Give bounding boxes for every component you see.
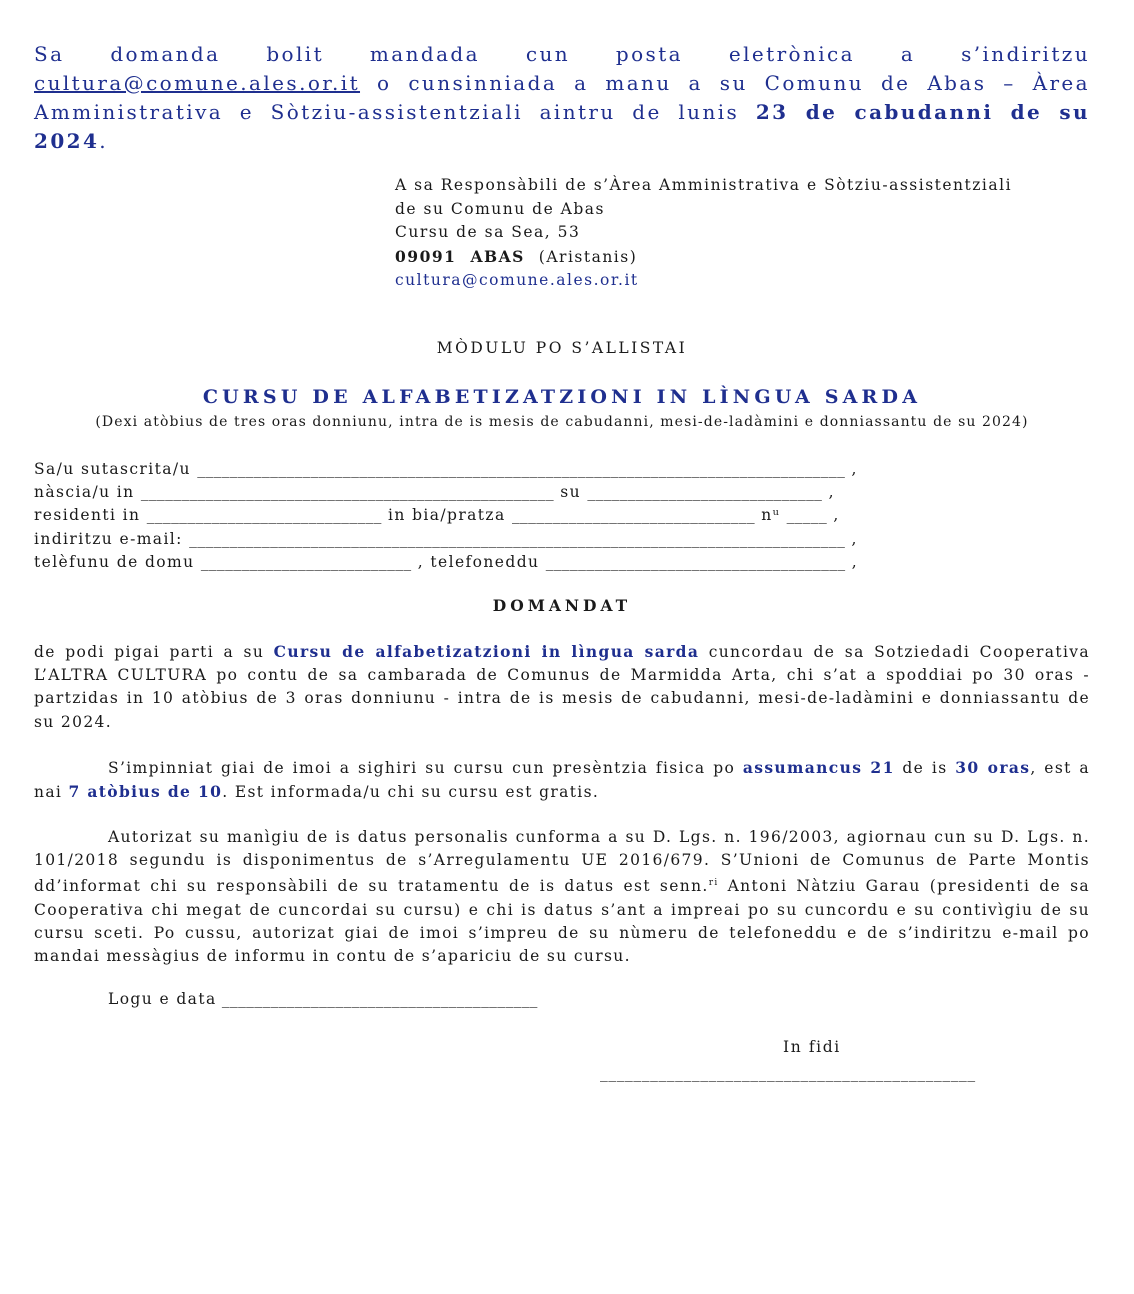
min-attendance: assumancus 21 [742,758,895,777]
intro-deadline: 23 de cabudanni de su 2024 [34,100,1090,153]
intro-text-after: o cunsinniada a manu a su Comunu de Abas – Àrea Amministrativa e Sòtziu-assistentziali aintru de lunis [34,71,1090,124]
recipient-email[interactable]: cultura@comune.ales.or.it [395,271,639,289]
recipient-city-line [395,245,1012,270]
request-paragraph [34,640,1090,734]
comma: , [845,460,858,478]
form-label: MÒDULU PO S’ALLISTAI [436,339,688,357]
text: de is [894,759,956,777]
intro-end: . [99,129,109,153]
privacy-paragraph [34,826,1090,968]
home-phone-blank[interactable]: __________________________ [200,552,412,571]
number-label: nᵘ [754,506,787,525]
field-row-name [34,458,1090,481]
home-phone-label: telèfunu de domu [34,552,195,571]
field-row-email [34,528,1090,551]
personal-data-fields [34,458,1090,574]
place-date-field [108,990,538,1008]
text: S’impinniat giai de imoi a sighiri su cursu cun presèntzia fisica po [108,759,743,777]
intro-text-before: Sa domanda bolit mandada cun posta eletrònica a s’indiritzu [34,42,1090,66]
text: Antoni Nàtziu Garau (presidenti de sa Cooperativa chi megat de cuncordai su cursu) e chi is datus s’ant a impreai po su cuncordu e su contivìgiu de su cursu sceti. Po cussu, autorizat giai de imoi s’impreu de su nùmeru de telefoneddu e de s’indiritzu e-mail po mandai messàgius de informu in contu de s’apariciu de su cursu. [34,877,1090,966]
mobile-label: , telefoneddu [411,552,546,571]
recipient-line-2: de su Comunu de Abas [395,199,605,218]
residence-label: residenti in [34,506,141,525]
number-blank[interactable]: _____ [786,506,828,525]
intro-email-link[interactable]: cultura@comune.ales.or.it [34,71,361,95]
signature-label: In fidi [783,1038,841,1056]
course-title: CURSU DE ALFABETIZATZIONI IN LÌNGUA SARDA [202,386,922,408]
comma: , [845,552,859,571]
name-blank[interactable]: ________________________________________________________________________________ [197,460,846,478]
text: Autorizat su manìgiu de is datus personalis cunforma a su D. Lgs. n. 196/2003, agiornau cun su D. Lgs. n. 101/2018 segundu is disponimentus de s’Arregulamentu UE 2016/679. S’Unioni de Comunus de Parte Montis dd’informat chi su responsàbili de su tratamentu de is datus est senn. [34,828,1090,896]
name-label: Sa/u sutascrita/u [34,460,191,478]
recipient-address [395,174,1012,293]
text: , est a nai [34,759,1090,802]
birthdate-blank[interactable]: _____________________________ [587,483,823,502]
street-label: in bia/pratza [381,506,512,525]
course-subtitle: (Dexi atòbius de tres oras donniunu, intra de is mesis de cabudanni, mesi-de-ladàmini e donniassantu de su 2024) [95,414,1029,430]
request-heading: DOMANDAT [492,596,632,615]
place-date-label: Logu e data [108,990,217,1008]
comma: , [822,483,835,502]
email-label: indiritzu e-mail: [34,529,183,548]
street-blank[interactable]: ______________________________ [511,506,755,525]
signature-line[interactable]: _____________________________________________ [600,1064,976,1082]
min-meetings: 7 atòbius de 10 [68,782,223,802]
birthplace-blank[interactable]: ___________________________________________________ [140,483,554,502]
place-date-blank[interactable]: _______________________________________ [216,990,538,1008]
recipient-city: ABAS [470,246,525,266]
application-form [34,40,1090,1082]
field-row-residence [34,504,1090,527]
field-row-phone [34,551,1090,574]
recipient-cap: 09091 [395,246,457,266]
text: de podi pigai parti a su [34,643,274,661]
intro-paragraph [34,40,1090,156]
course-name: Cursu de alfabetizatzioni in lìngua sarda [273,642,700,661]
superscript: ri [708,878,719,889]
field-row-birth [34,481,1090,504]
email-blank[interactable]: _________________________________________________________________________________ [189,529,846,548]
text: . Est informada/u chi su cursu est gratis. [222,783,600,802]
recipient-province: (Aristanis) [538,247,638,266]
commitment-paragraph [34,756,1090,804]
mobile-blank[interactable]: _____________________________________ [545,552,846,571]
total-hours: 30 oras [955,758,1031,777]
recipient-line-3: Cursu de sa Sea, 53 [395,223,581,241]
birthplace-label: nàscia/u in [34,483,135,502]
recipient-line-1: A sa Responsàbili de s’Àrea Amministrativa e Sòtziu-assistentziali [395,176,1013,194]
birthdate-label: su [553,483,588,502]
text: cuncordau de sa Sotziedadi Cooperativa L’ALTRA CULTURA po contu de sa cambarada de Comunus de Marmidda Arta, chi s’at a spoddiai po 30 oras - partzidas in 10 atòbius de 3 oras donniunu - intra de is mesis de cabudanni, mesi-de-ladàmini e donniassantu de su 2024. [34,643,1090,731]
comma: , [827,506,840,525]
comma: , [845,529,858,548]
residence-blank[interactable]: _____________________________ [146,506,382,525]
